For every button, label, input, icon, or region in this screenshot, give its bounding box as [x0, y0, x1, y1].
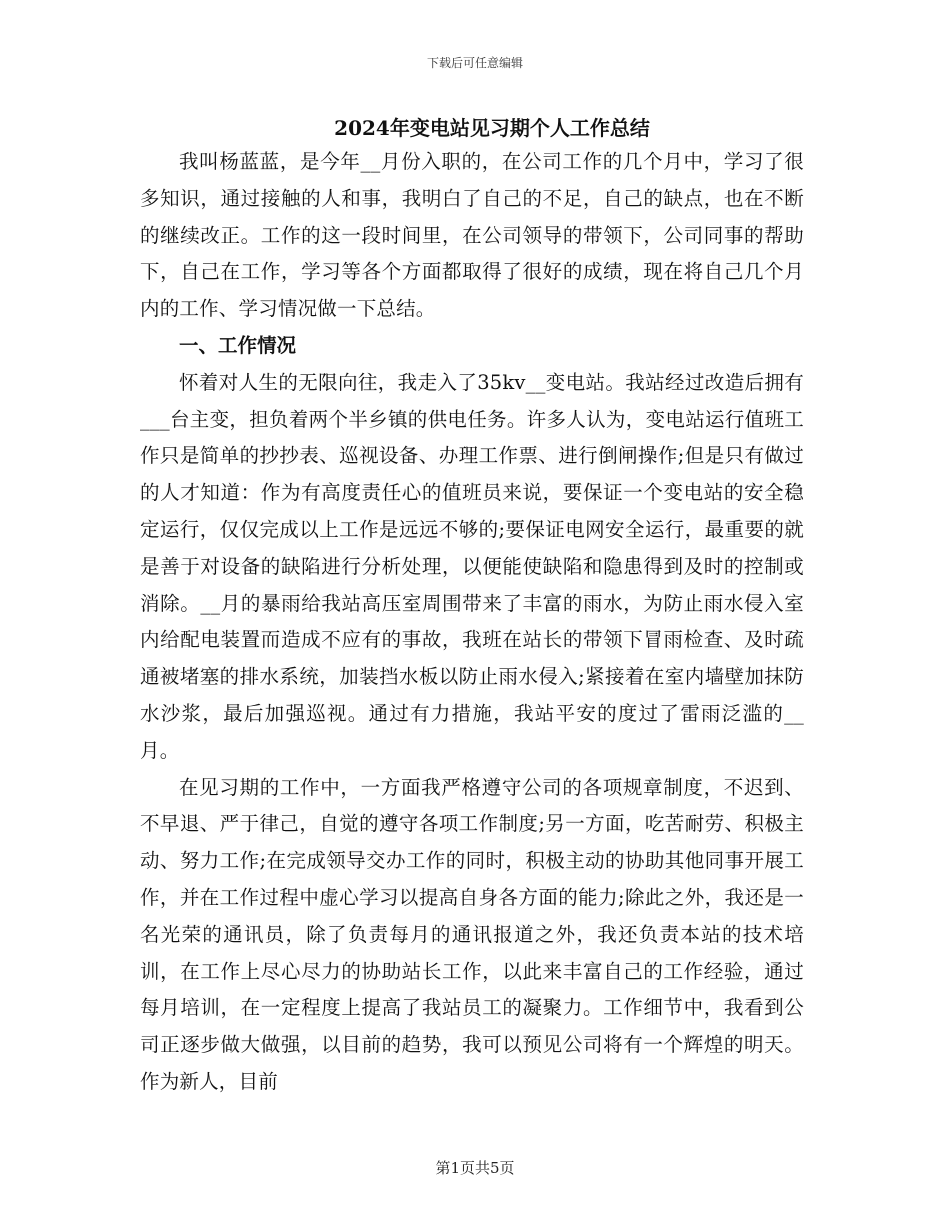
work-paragraph-1: 怀着对人生的无限向往，我走入了35kv__变电站。我站经过改造后拥有___台主变，担负着两个半乡镇的供电任务。许多人认为，变电站运行值班工作只是简单的抄抄表、巡视设备、办理工作票、进行倒闸操作;但是只有做过的人才知道：作为有高度责任心的值班员来说，要保证一个变电站的安全稳定运行，仅仅完成以上工作是远远不够的;要保证电网安全运行，最重要的就是善于对设备的缺陷进行分析处理，以便能使缺陷和隐患得到及时的控制或消除。__月的暴雨给我站高压室周围带来了丰富的雨水，为防止雨水侵入室内给配电装置而造成不应有的事故，我班在站长的带领下冒雨检查、及时疏通被堵塞的排水系统，加装挡水板以防止雨水侵入;紧接着在室内墙壁加抹防水沙浆，最后加强巡视。通过有力措施，我站平安的度过了雷雨泛滥的__月。 [140, 370, 804, 762]
page-header-note: 下载后可任意编辑 [426, 56, 523, 70]
document-title: 2024年变电站见习期个人工作总结 [334, 116, 650, 140]
work-paragraph-2: 在见习期的工作中，一方面我严格遵守公司的各项规章制度，不迟到、不早退、严于律己，自觉的遵守各项工作制度;另一方面，吃苦耐劳、积极主动、努力工作;在完成领导交办工作的同时，积极主动的协助其他同事开展工作，并在工作过程中虚心学习以提高自身各方面的能力;除此之外，我还是一名光荣的通讯员，除了负责每月的通讯报道之外，我还负责本站的技术培训，在工作上尽心尽力的协助站长工作，以此来丰富自己的工作经验，通过每月培训，在一定程度上提高了我站员工的凝聚力。工作细节中，我看到公司正逐步做大做强，以目前的趋势，我可以预见公司将有一个辉煌的明天。作为新人，目前 [140, 775, 804, 1093]
intro-paragraph: 我叫杨蓝蓝，是今年__月份入职的，在公司工作的几个月中，学习了很多知识，通过接触的人和事，我明白了自己的不足，自己的缺点，也在不断的继续改正。工作的这一段时间里，在公司领导的带领下，公司同事的帮助下，自己在工作，学习等各个方面都取得了很好的成绩，现在将自己几个月内的工作、学习情况做一下总结。 [140, 150, 804, 321]
document-body [140, 112, 804, 1101]
section-heading-work: 一、工作情况 [179, 333, 297, 357]
page-number: 第1页共5页 [435, 1159, 515, 1177]
